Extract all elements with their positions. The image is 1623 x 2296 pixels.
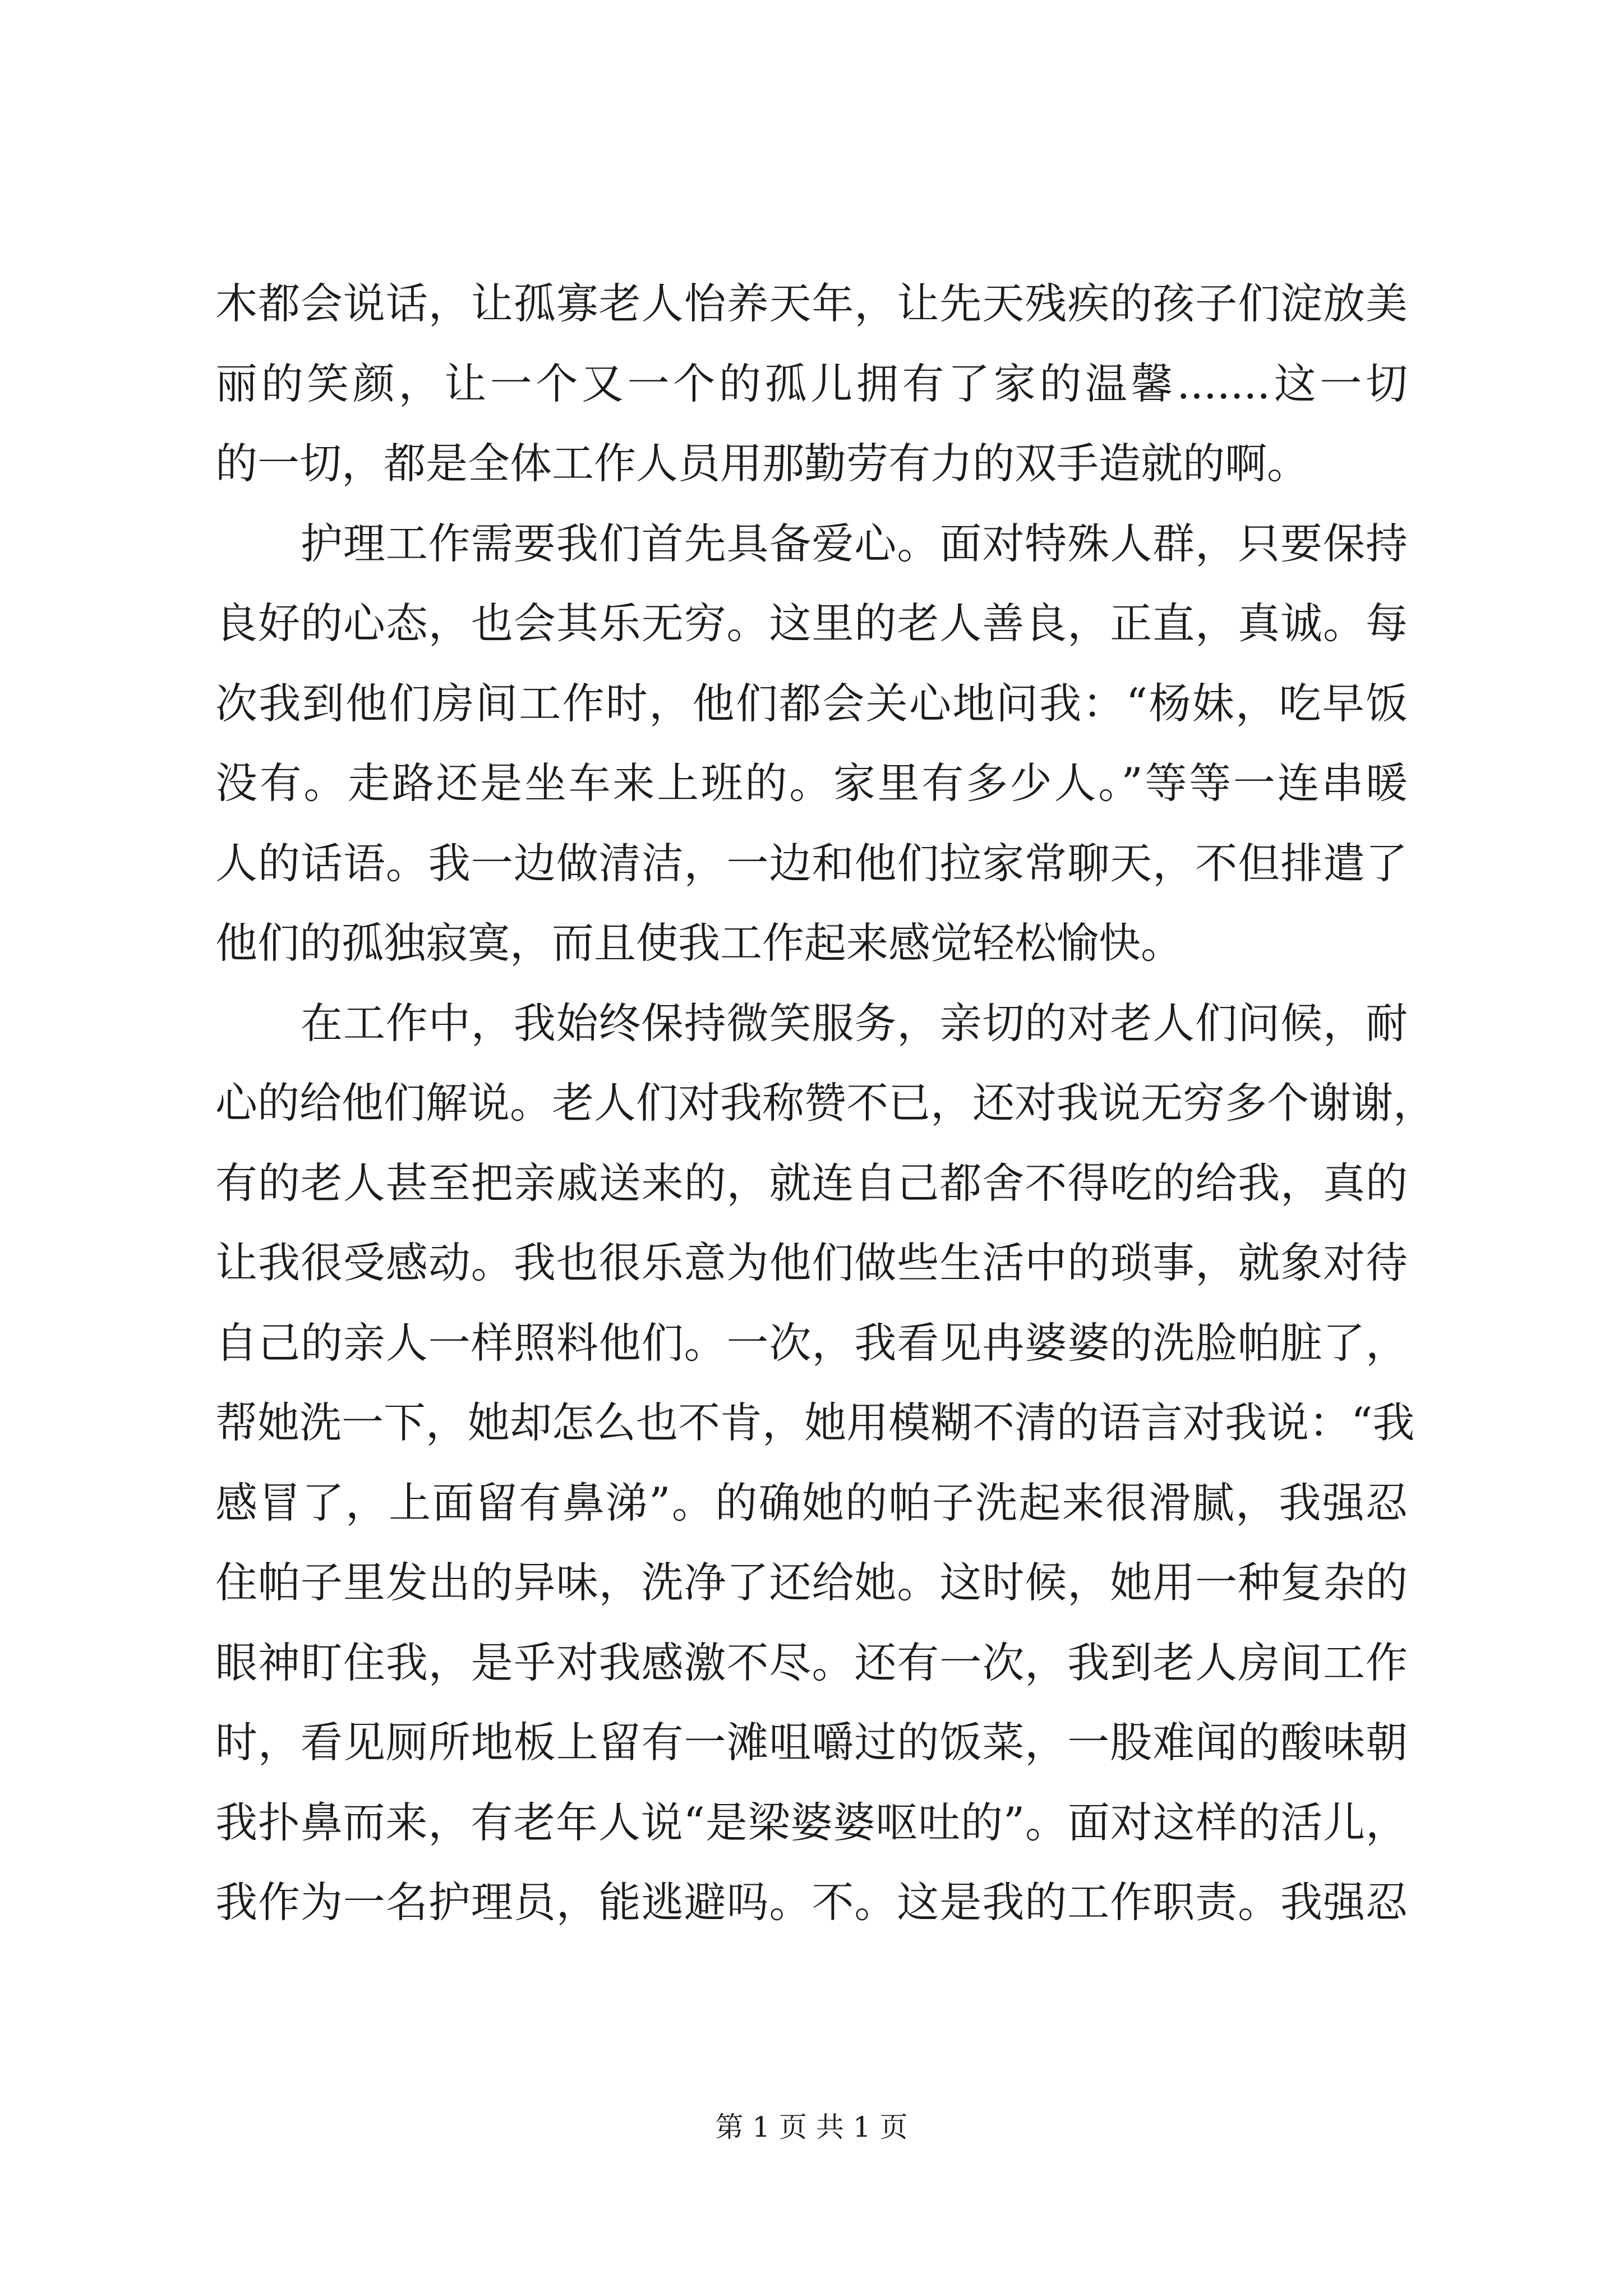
text-line: 心的给他们解说。老人们对我称赞不已，还对我说无穷多个谢谢， (215, 1078, 1436, 1128)
text-line: 自己的亲人一样照料他们。一次，我看见冉婆婆的洗脸帕脏了， (215, 1318, 1408, 1368)
page-number-footer: 第 1 页 共 1 页 (715, 2111, 908, 2143)
text-line: 没有。走路还是坐车来上班的。家里有多少人。”等等一连串暖 (215, 758, 1408, 808)
text-line: 眼神盯住我，是乎对我感激不尽。还有一次，我到老人房间工作 (215, 1637, 1408, 1687)
text-line: 丽的笑颜，让一个又一个的孤儿拥有了家的温馨.......这一切 (215, 358, 1408, 408)
text-line: 住帕子里发出的异味，洗净了还给她。这时候，她用一种复杂的 (215, 1558, 1408, 1607)
text-line: 有的老人甚至把亲戚送来的，就连自己都舍不得吃的给我，真的 (215, 1158, 1408, 1208)
text-line: 他们的孤独寂寞，而且使我工作起来感觉轻松愉快。 (215, 918, 1183, 968)
text-line: 我扑鼻而来，有老年人说“是梁婆婆呕吐的”。面对这样的活儿， (215, 1797, 1408, 1847)
text-line: 良好的心态，也会其乐无穷。这里的老人善良，正直，真诚。每 (215, 599, 1408, 648)
text-line: 护理工作需要我们首先具备爱心。面对特殊人群，只要保持 (215, 518, 1408, 568)
text-line: 次我到他们房间工作时，他们都会关心地问我：“杨妹，吃早饭 (215, 678, 1408, 728)
body-text (215, 264, 1436, 1943)
text-line: 让我很受感动。我也很乐意为他们做些生活中的琐事，就象对待 (215, 1238, 1408, 1287)
text-line: 在工作中，我始终保持微笑服务，亲切的对老人们问候，耐 (215, 998, 1408, 1048)
text-line: 感冒了，上面留有鼻涕”。的确她的帕子洗起来很滑腻，我强忍 (215, 1478, 1408, 1527)
text-line: 木都会说话，让孤寡老人怡养天年，让先天残疾的孩子们淀放美 (215, 279, 1408, 328)
text-line: 人的话语。我一边做清洁，一边和他们拉家常聊天，不但排遣了 (215, 838, 1408, 888)
text-line: 我作为一名护理员，能逃避吗。不。这是我的工作职责。我强忍 (215, 1878, 1408, 1927)
text-line: 的一切，都是全体工作人员用那勤劳有力的双手造就的啊。 (215, 439, 1310, 488)
text-line: 时，看见厕所地板上留有一滩咀嚼过的饭菜，一股难闻的酸味朝 (215, 1718, 1408, 1767)
text-line: 帮她洗一下，她却怎么也不肯，她用模糊不清的语言对我说：“我 (215, 1398, 1415, 1447)
